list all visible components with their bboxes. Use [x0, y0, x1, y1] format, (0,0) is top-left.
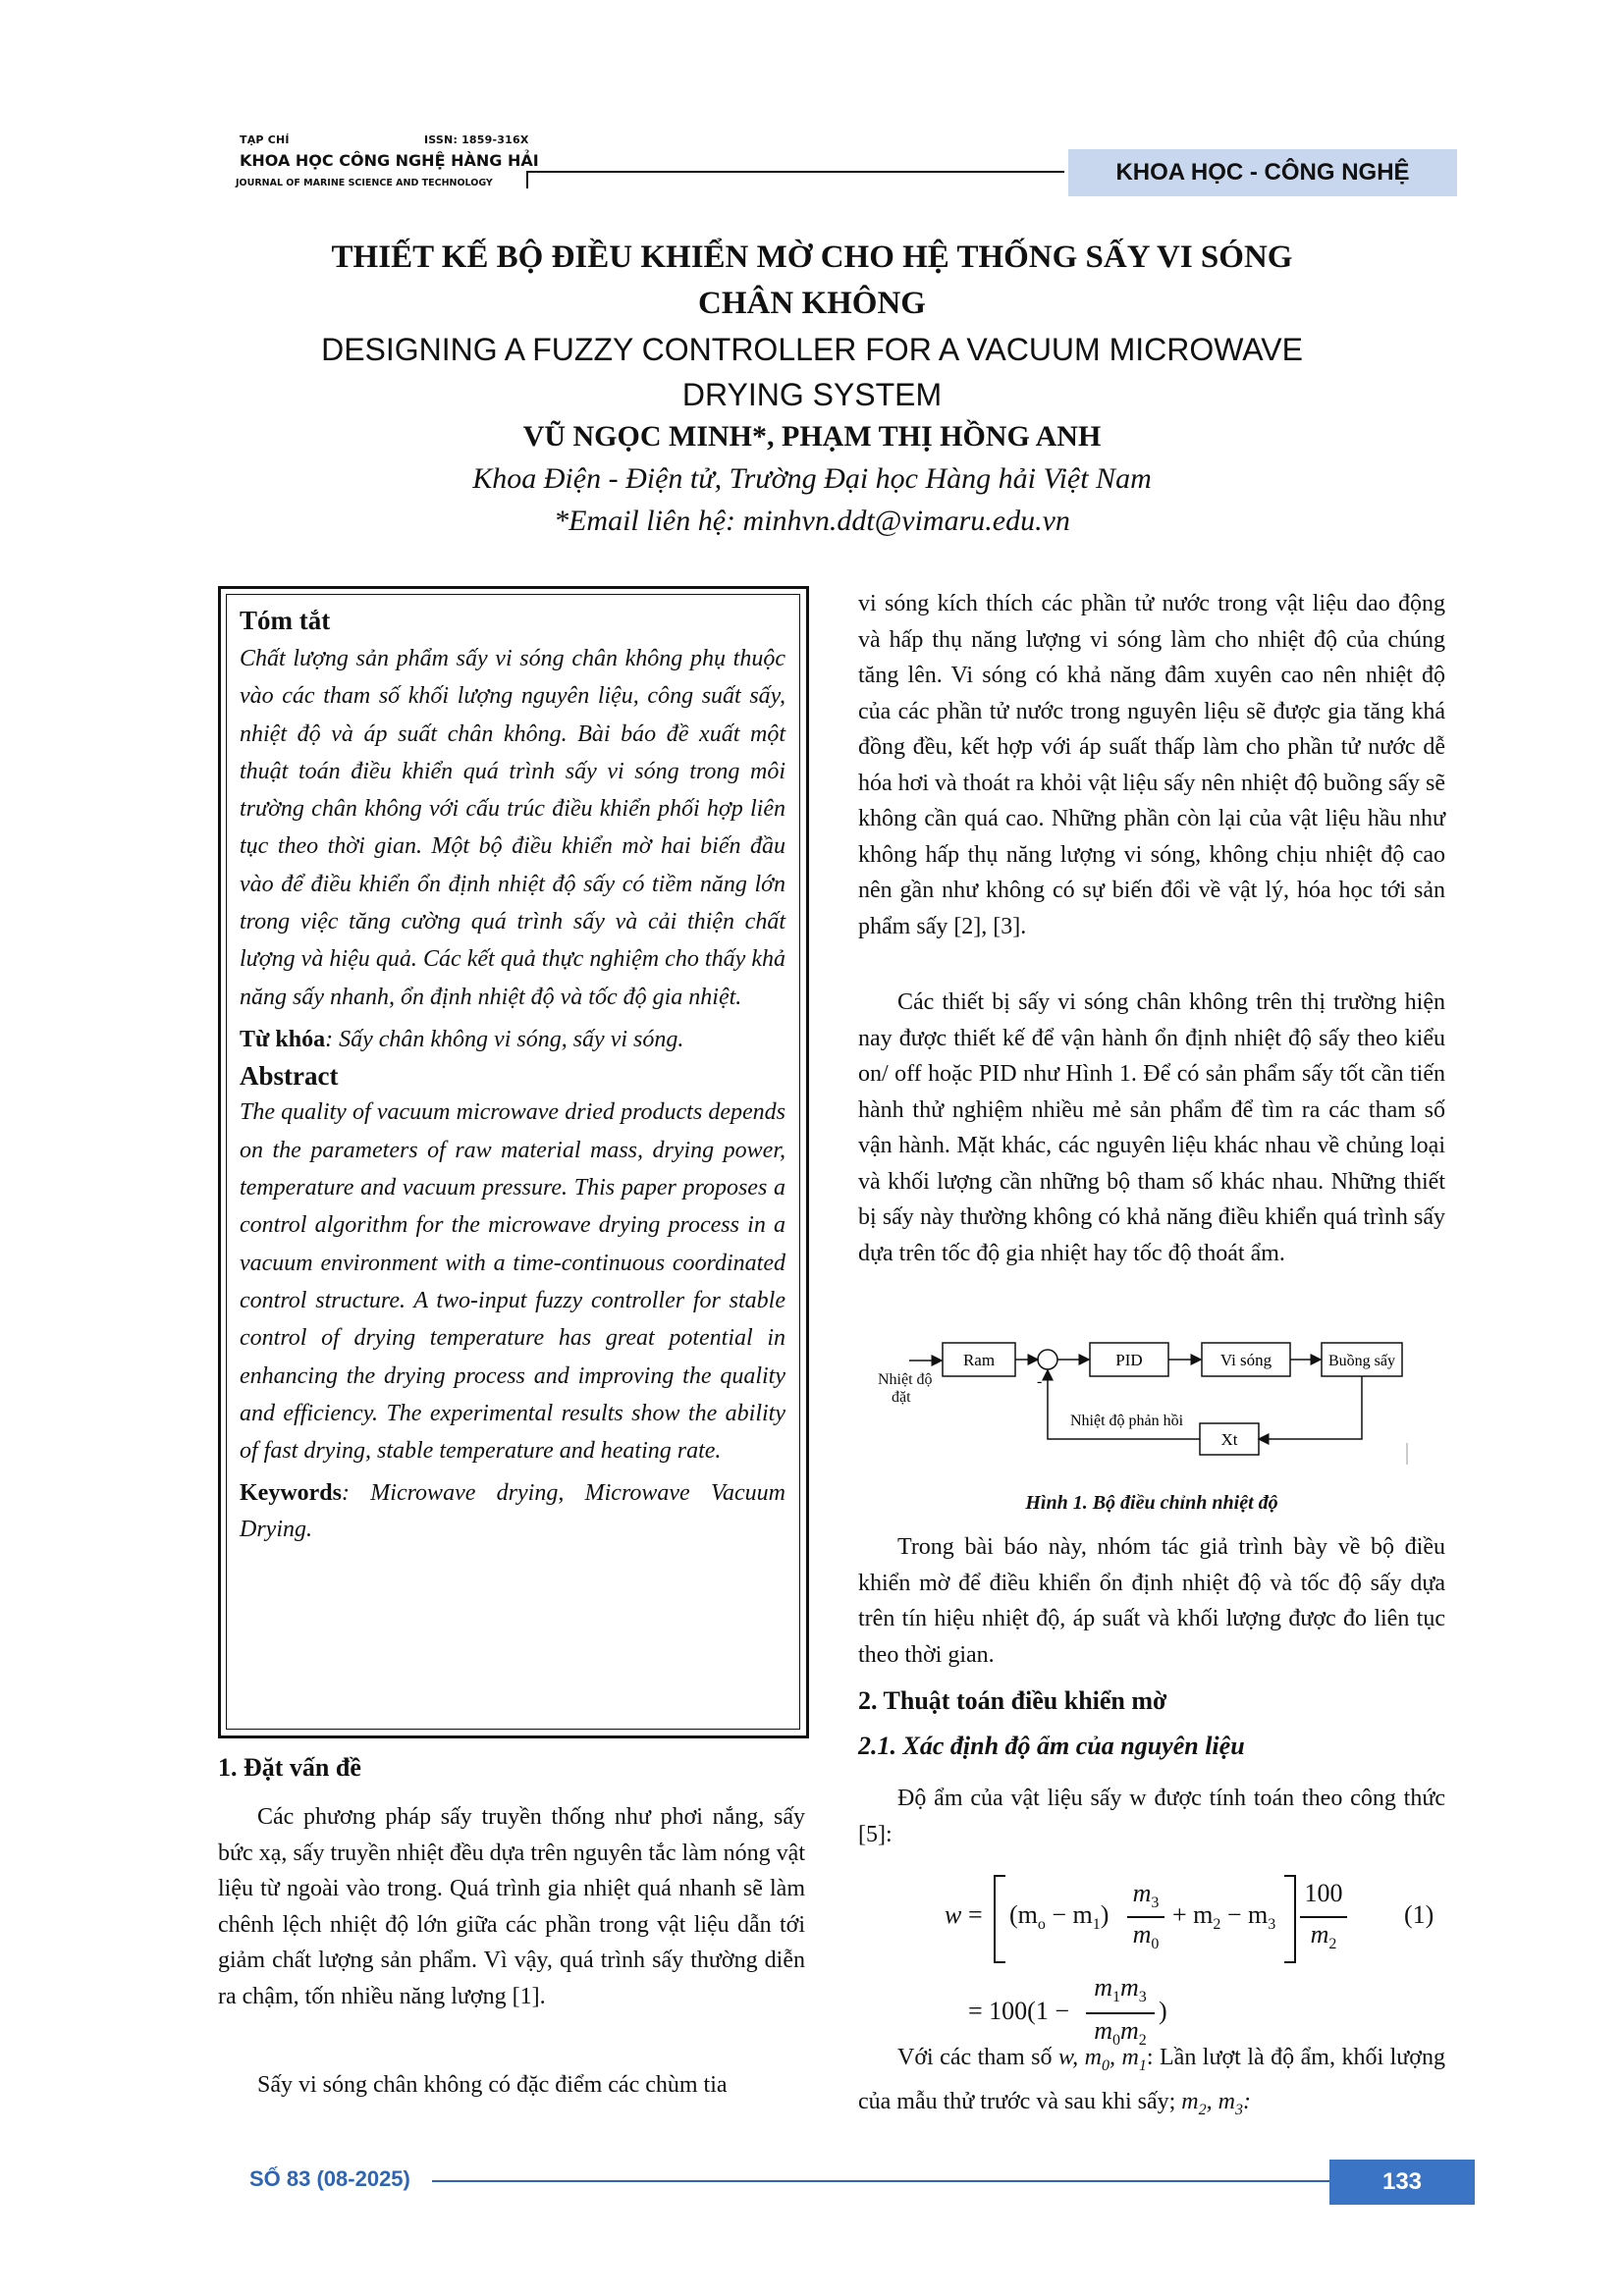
right-bracket: [1284, 1875, 1296, 1963]
title-en-line2: DRYING SYSTEM: [681, 377, 943, 412]
journal-name-vn: KHOA HỌC CÔNG NGHỆ HÀNG HẢI: [240, 151, 539, 170]
tom-tat-heading: Tóm tắt: [240, 606, 331, 635]
abstract-content: [240, 606, 785, 1547]
title-en-line1: DESIGNING A FUZZY CONTROLLER FOR A VACUUM MICROWAVE: [321, 332, 1303, 367]
footer-issue: SỐ 83 (08-2025): [249, 2166, 410, 2191]
authors: VŨ NGỌC MINH*, PHẠM THỊ HỒNG ANH: [522, 420, 1102, 453]
equation-1-line2: = 100(1 − $m_1m_3$ $m_0m_2$ ): [968, 1973, 1167, 2050]
page-number: 133: [1329, 2160, 1475, 2205]
left-bracket: [994, 1875, 1005, 1963]
section21-heading: 2.1. Xác định độ ẩm của nguyên liệu: [858, 1732, 1245, 1760]
right-p-cont: vi sóng kích thích các phần tử nước trong vật liệu dao động và hấp thụ năng lượng vi sóng làm cho nhiệt độ của chúng tăng lên. Vi sóng có khả năng đâm xuyên cao nên nhiệt độ của các phần tử nước trong nguyên liệu sẽ được gia tăng khá đồng đều, kết hợp với áp suất thấp làm cho phần tử nước dễ hóa hơi và thoát ra khỏi vật liệu sấy nên nhiệt độ buồng sấy sẽ không cần quá cao. Những phần còn lại của vật liệu hầu như không hấp thụ năng lượng vi sóng, không chịu nhiệt độ cao nên gần như không có sự biến đổi về vật lý, hóa học tới sản phẩm sấy [2], [3].: [858, 591, 1445, 939]
right-p3: Trong bài báo này, nhóm tác giả trình bày về bộ điều khiển mờ để điều khiển ổn định nhiệt độ và tốc độ sấy dựa trên tín hiệu nhiệt độ, áp suất và khối lượng được đo liên tục theo thời gian.: [858, 1534, 1445, 1668]
header-rule: [528, 171, 1064, 173]
setpoint-label-2: đặt: [892, 1389, 911, 1406]
right-p2: Các thiết bị sấy vi sóng chân không trên thị trường hiện nay được thiết kế để vận hành ổn định nhiệt độ sấy theo kiểu on/ off hoặc PID như Hình 1. Để có sản phẩm sấy tốt cần tiến hành thử nghiệm nhiều mẻ sản phẩm để tìm ra các tham số vận hành. Mặt khác, các nguyên liệu khác nhau về chủng loại và khối lượng cần những bộ tham số khác nhau. Những thiết bị sấy này thường không có khả năng điều khiển quá trình sấy dựa trên tốc độ gia nhiệt hay tốc độ thoát ẩm.: [858, 989, 1445, 1266]
pid-label: PID: [1115, 1351, 1143, 1369]
tom-tat-text: Chất lượng sản phẩm sấy vi sóng chân không phụ thuộc vào các tham số khối lượng nguyên liệu, công suất sấy, nhiệt độ và áp suất chân không. Bài báo đề xuất một thuật toán điều khiển quá trình sấy vi sóng trong môi trường chân không với cấu trúc điều khiển phối hợp liên tục theo thời gian. Một bộ điều khiển mờ hai biến đầu vào để điều khiển ổn định nhiệt độ sấy có tiềm năng lớn trong việc tăng cường quá trình sấy và cải thiện chất lượng và hiệu quả. Các kết quả thực nghiệm cho thấy khả năng sấy nhanh, ổn định nhiệt độ và tốc độ gia nhiệt.: [240, 646, 785, 1010]
figure-1-caption: Hình 1. Bộ điều chỉnh nhiệt độ: [1025, 1492, 1278, 1514]
right-p5: Với các tham số w, $m_0$, $m_1$: Lần lượt là độ ẩm, khối lượng của mẫu thử trước và sau khi sấy; $m_2$, $m_3$:: [858, 2045, 1445, 2119]
keywords: Keywords: Microwave drying, Microwave Vacuum Drying.: [240, 1480, 785, 1542]
footer-rule: [432, 2180, 1329, 2182]
email: *Email liên hệ: minhvn.ddt@vimaru.edu.vn: [554, 505, 1070, 537]
ram-label: Ram: [962, 1351, 996, 1369]
feedback-label: Nhiệt độ phản hồi: [1070, 1413, 1184, 1429]
abstract-text: The quality of vacuum microwave dried products depends on the parameters of raw material mass, drying power, temperature and vacuum pressure. This paper proposes a control algorithm for the microwave drying process in a vacuum environment with a time-continuous coordinated control structure. A two-input fuzzy controller for stable control of drying temperature has great potential in enhancing the drying process and improving the quality and efficiency. The experimental results show the ability of fast drying, stable temperature and heating rate.: [240, 1099, 785, 1465]
section2-heading: 2. Thuật toán điều khiển mờ: [858, 1686, 1167, 1715]
xt-label: Xt: [1220, 1430, 1238, 1449]
section1-p2: Sấy vi sóng chân không có đặc điểm các chùm tia: [257, 2072, 728, 2098]
journal-name-en: JOURNAL OF MARINE SCIENCE AND TECHNOLOGY: [236, 178, 493, 188]
section-badge: KHOA HỌC - CÔNG NGHỆ: [1068, 149, 1457, 196]
setpoint-label: Nhiệt độ: [878, 1371, 933, 1388]
figure-1-block-diagram: [864, 1327, 1414, 1474]
visong-label: Vi sóng: [1219, 1351, 1272, 1369]
equation-1-line1: w = $(m_o - m_1)$ $m_3$ $m_0$ + $m_2 - m_3$ 100 $m_2$: [945, 1873, 1337, 1963]
title-vn-line2: CHÂN KHÔNG: [698, 286, 926, 321]
summing-junction: [1038, 1350, 1057, 1369]
right-p4: Độ ẩm của vật liệu sấy w được tính toán theo công thức [5]:: [858, 1786, 1445, 1847]
abstract-heading: Abstract: [240, 1061, 339, 1092]
tu-khoa: Từ khóa: Sấy chân không vi sóng, sấy vi sóng.: [240, 1026, 684, 1052]
title-vn-line1: THIẾT KẾ BỘ ĐIỀU KHIỂN MỜ CHO HỆ THỐNG SẤY VI SÓNG: [331, 240, 1293, 275]
equation-number: (1): [1404, 1900, 1435, 1929]
section1-heading: 1. Đặt vấn đề: [218, 1753, 361, 1782]
tap-chi-label: TẠP CHÍ: [240, 133, 290, 146]
issn: ISSN: 1859-316X: [424, 133, 529, 146]
section1-p1: Các phương pháp sấy truyền thống như phơi nắng, sấy bức xạ, sấy truyền nhiệt đều dựa trên nguyên tắc làm nóng vật liệu từ ngoài vào trong. Quá trình gia nhiệt quá nhanh sẽ làm chênh lệch nhiệt độ lớn giữa các phần trong vật liệu dẫn tới giảm chất lượng sản phẩm. Vì vậy, quá trình sấy thường diễn ra chậm, tốn nhiều năng lượng [1].: [218, 1804, 805, 2009]
affiliation: Khoa Điện - Điện tử, Trường Đại học Hàng hải Việt Nam: [472, 462, 1152, 495]
minus-sign: -: [1037, 1373, 1043, 1390]
feedback-line-out: [1259, 1376, 1362, 1439]
buong-label: Buồng sấy: [1328, 1353, 1395, 1369]
header-bracket: [526, 171, 528, 188]
